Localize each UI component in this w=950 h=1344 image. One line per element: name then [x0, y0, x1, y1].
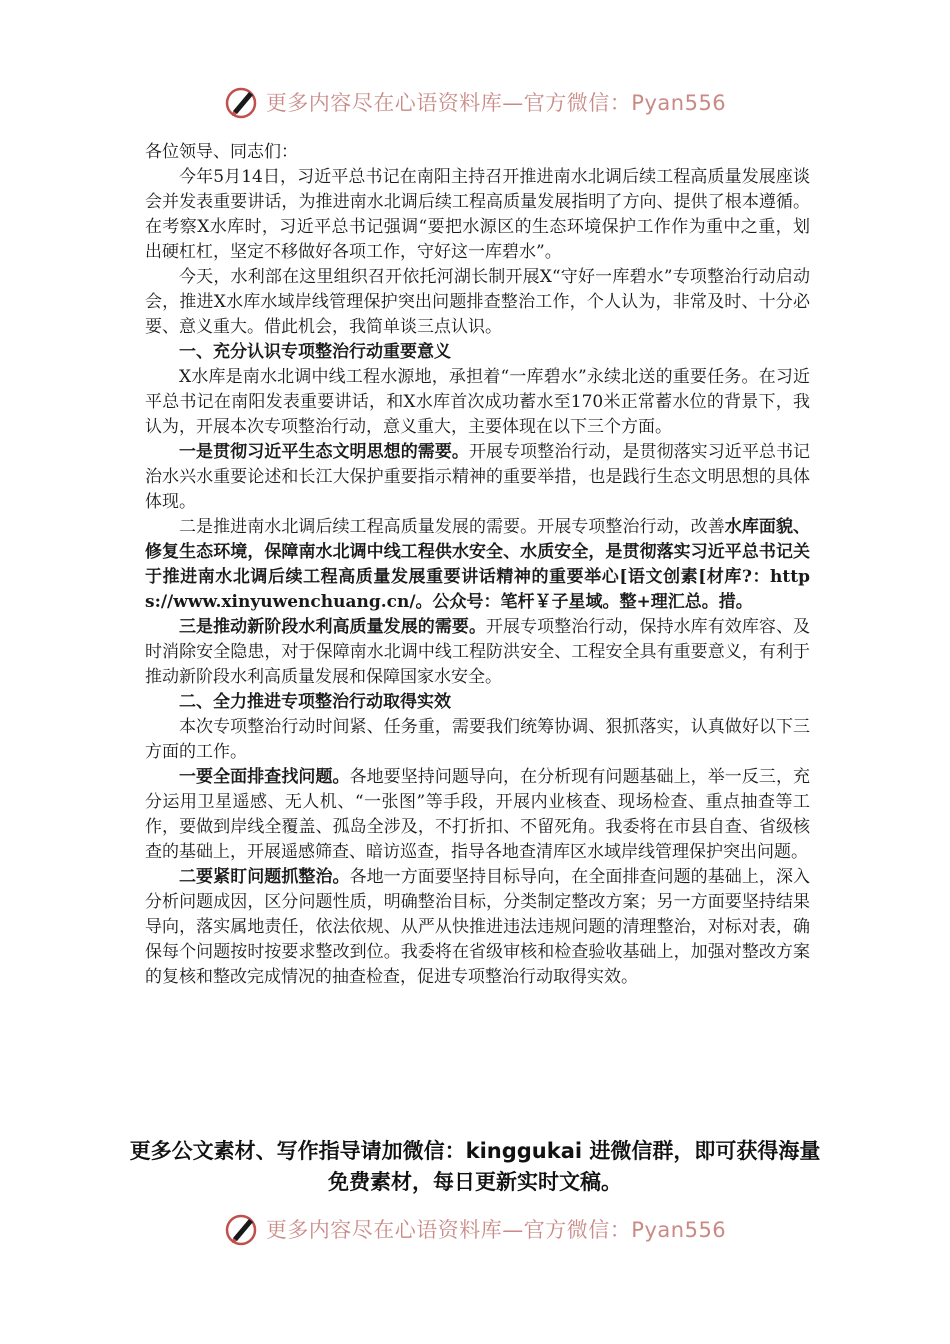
banner-text: 更多内容尽在心语资料库—官方微信：Pyan556 — [265, 91, 727, 115]
banner-text: 更多内容尽在心语资料库—官方微信：Pyan556 — [265, 1218, 727, 1242]
section-heading-1: 一、充分认识专项整治行动重要意义 — [179, 342, 451, 362]
paragraph-text: 二是推进南水北调后续工程高质量发展的需要。开展专项整治行动，改善 — [179, 517, 725, 537]
paragraph-text: 开展专项整治行动，是贯彻落实习近平总书记治水兴水重要论述和长江大保护重要指示精神的重要举措，也是践行生态文明思想的具体体现。 — [145, 442, 811, 512]
pen-logo-icon — [224, 1211, 260, 1247]
paragraph — [145, 615, 810, 690]
paragraph: X水库是南水北调中线工程水源地，承担着“一库碧水”永续北送的重要任务。在习近平总书记在南阳发表重要讲话，和X水库首次成功蓄水至170米正常蓄水位的背景下，我认为，开展本次专项整治行动，意义重大，主要体现在以下三个方面。 — [145, 367, 810, 437]
header-watermark-banner — [0, 82, 950, 122]
paragraph — [145, 865, 810, 990]
paragraph: 本次专项整治行动时间紧、任务重，需要我们统筹协调、狠抓落实，认真做好以下三方面的工作。 — [145, 717, 810, 762]
paragraph-lead: 三是推动新阶段水利高质量发展的需要。 — [179, 617, 486, 637]
paragraph — [145, 440, 810, 515]
greeting: 各位领导、同志们： — [145, 142, 298, 162]
section-heading-2: 二、全力推进专项整治行动取得实效 — [179, 692, 451, 712]
paragraph — [145, 515, 810, 615]
paragraph — [145, 765, 810, 865]
paragraph: 今年5月14日，习近平总书记在南阳主持召开推进南水北调后续工程高质量发展座谈会并发表重要讲话，为推进南水北调后续工程高质量发展指明了方向、提供了根本遵循。在考察X水库时，习近平总书记强调“要把水源区的生态环境保护工作作为重中之重，划出硬杠杠，坚定不移做好各项工作，守好这一库碧水”。 — [145, 167, 810, 262]
paragraph-lead: 一是贯彻习近平生态文明思想的需要。 — [179, 442, 469, 462]
pen-logo-icon — [224, 84, 260, 120]
paragraph-text: 各地一方面要坚持目标导向，在全面排查问题的基础上，深入分析问题成因，区分问题性质，明确整治目标，分类制定整改方案；另一方面要坚持结果导向，落实属地责任，依法依规、从严从快推进违法违规问题的清理整治，对标对表，确保每个问题按时按要求整改到位。我委将在省级审核和检查验收基础上，加强对整改方案的复核和整改完成情况的抽查检查，促进专项整治行动取得实效。 — [145, 867, 811, 987]
paragraph-text: 各地要坚持问题导向，在分析现有问题基础上，举一反三，充分运用卫星遥感、无人机、“一张图”等手段，开展内业核查、现场检查、重点抽查等工作，要做到岸线全覆盖、孤岛全涉及，不打折扣、不留死角。我委将在市县自查、省级核查的基础上，开展遥感筛查、暗访巡查，指导各地查清库区水域岸线管理保护突出问题。 — [145, 767, 811, 862]
paragraph: 今天，水利部在这里组织召开依托河湖长制开展X“守好一库碧水”专项整治行动启动会，推进X水库水域岸线管理保护突出问题排查整治工作，个人认为，非常及时、十分必要、意义重大。借此机会，我简单谈三点认识。 — [145, 267, 810, 337]
paragraph-lead: 一要全面排查找问题。 — [179, 767, 350, 787]
paragraph-text: 开展专项整治行动，保持水库有效库容、及时消除安全隐患，对于保障南水北调中线工程防洪安全、工程安全具有重要意义，有利于推动新阶段水利高质量发展和保障国家水安全。 — [145, 617, 810, 687]
paragraph-bold-text: 水库面貌、修复生态环境，保障南水北调中线工程供水安全、水质安全，是贯彻落实习近平总书记关于推进南水北调后续工程高质量发展重要讲话精神的重要举心[语文创素[材库?：https://www.xinyuwenchuang.cn/。公众号：笔杆￥子星域。整+理汇总。措。 — [145, 517, 811, 612]
document-body — [145, 140, 810, 990]
promo-note: 更多公文素材、写作指导请加微信：kinggukai 进微信群，即可获得海量免费素材，每日更新实时文稿。 — [129, 1139, 821, 1194]
footer-watermark-banner — [0, 1209, 950, 1249]
paragraph-lead: 二要紧盯问题抓整治。 — [179, 867, 350, 887]
